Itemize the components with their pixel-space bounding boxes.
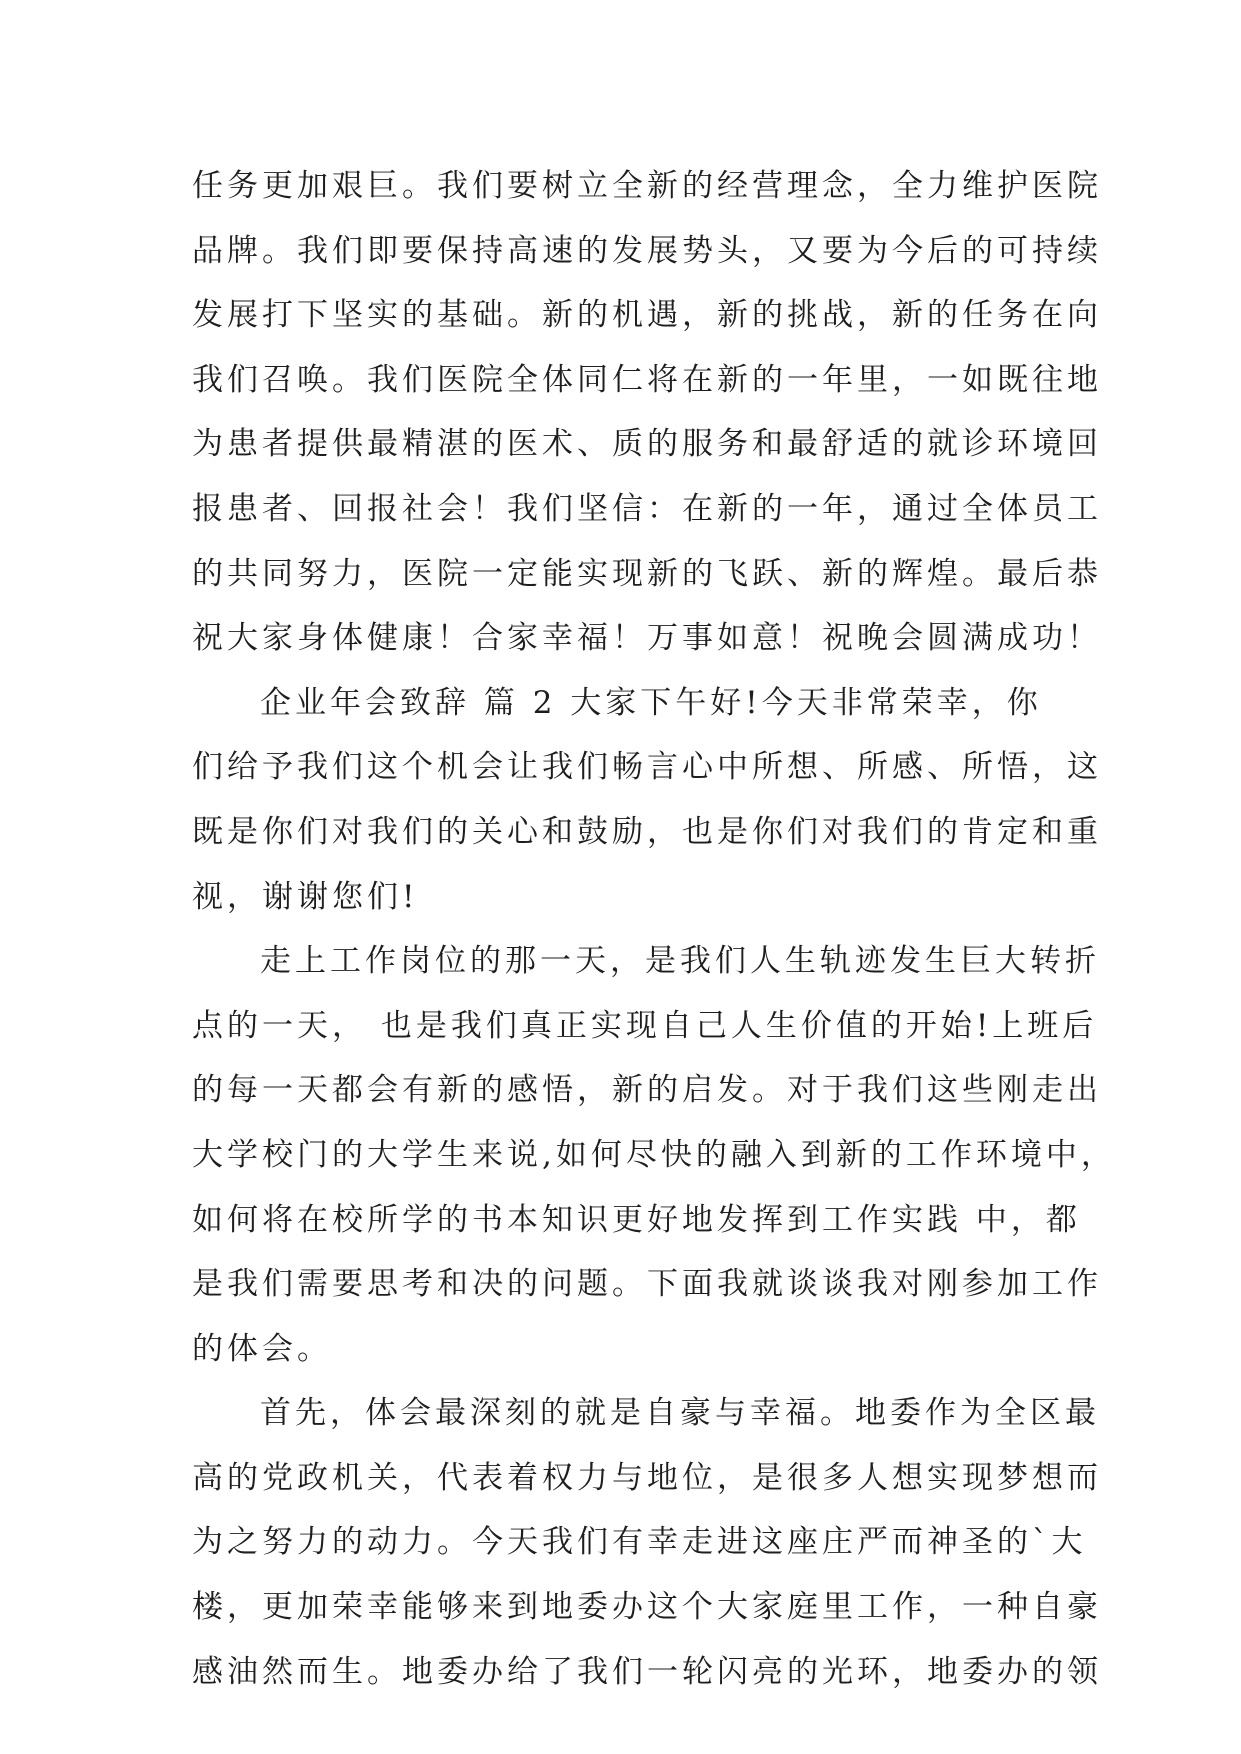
text-line: 高的党政机关，代表着权力与地位，是很多人想实现梦想而 [192,1459,1102,1496]
text-line: 报患者、回报社会！我们坚信：在新的一年，通过全体员工 [192,490,1102,527]
text-line: 的每一天都会有新的感悟，新的启发。对于我们这些刚走出 [192,1072,1102,1109]
text-line: 为患者提供最精湛的医术、质的服务和最舒适的就诊环境回 [192,426,1102,463]
text-line: 楼，更加荣幸能够来到地委办这个大家庭里工作，一种自豪 [192,1589,1102,1626]
text-line: 的共同努力，医院一定能实现新的飞跃、新的辉煌。最后恭 [192,555,1102,592]
text-line: 为之努力的动力。今天我们有幸走进这座庄严而神圣的`大 [192,1524,1087,1561]
text-line: 们给予我们这个机会让我们畅言心中所想、所感、所悟，这 [192,749,1102,786]
paragraph-start-line: 首先，体会最深刻的就是自豪与幸福。地委作为全区最 [260,1395,1100,1432]
text-line: 既是你们对我们的关心和鼓励，也是你们对我们的肯定和重 [192,813,1102,850]
text-line: 感油然而生。地委办给了我们一轮闪亮的光环，地委办的领 [192,1653,1102,1690]
text-line: 如何将在校所学的书本知识更好地发挥到工作实践 中，都 [192,1201,1081,1238]
text-line: 品牌。我们即要保持高速的发展势头，又要为今后的可持续 [192,232,1102,269]
text-line: 任务更加艰巨。我们要树立全新的经营理念，全力维护医院 [192,168,1102,204]
text-line: 我们召唤。我们医院全体同仁将在新的一年里，一如既往地 [192,361,1102,398]
text-line: 是我们需要思考和决的问题。下面我就谈谈我对刚参加工作 [192,1266,1102,1303]
text-line: 发展打下坚实的基础。新的机遇，新的挑战，新的任务在向 [192,297,1102,334]
document-body [192,154,1116,1704]
text-line: 的体会。 [192,1330,332,1367]
text-line: 祝大家身体健康！合家幸福！万事如意！祝晚会圆满成功！ [192,620,1102,657]
section-heading-line: 企业年会致辞 篇 2 大家下午好!今天非常荣幸，你 [260,684,1042,721]
text-line: 视，谢谢您们! [192,878,419,915]
text-line: 大学校门的大学生来说,如何尽快的融入到新的工作环境中， [192,1136,1116,1173]
paragraph-start-line: 走上工作岗位的那一天，是我们人生轨迹发生巨大转折 [260,943,1100,980]
text-line: 点的一天， 也是我们真正实现自己人生价值的开始!上班后 [192,1007,1098,1044]
